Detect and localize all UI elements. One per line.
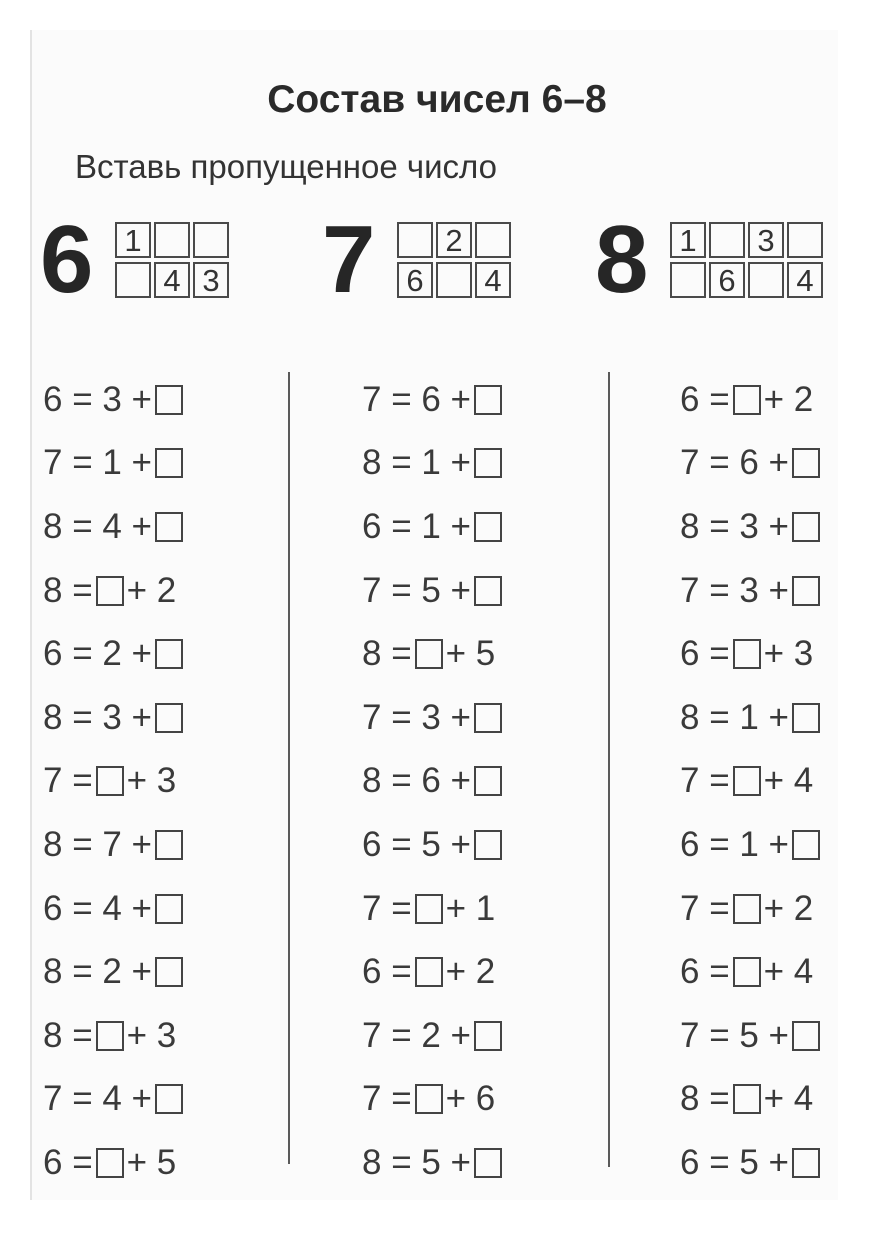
- equation-text: 8 = 1 +: [680, 697, 789, 737]
- equation-row: [362, 622, 505, 686]
- house-cell-filled: 6: [709, 262, 745, 298]
- house-cell-empty[interactable]: [787, 222, 823, 258]
- answer-box[interactable]: [733, 957, 761, 987]
- equation-row: [680, 368, 823, 432]
- house-number: 7: [322, 206, 376, 313]
- equation-text: 7 =: [680, 761, 730, 801]
- equation-text: + 1: [445, 888, 496, 928]
- answer-box[interactable]: [155, 639, 183, 669]
- answer-box[interactable]: [792, 1021, 820, 1051]
- equation-text: 7 =: [362, 888, 412, 928]
- equation-text: 7 = 5 +: [680, 1015, 789, 1055]
- answer-box[interactable]: [96, 766, 124, 796]
- equation-text: 8 =: [362, 634, 412, 674]
- equation-row: [680, 622, 823, 686]
- equation-text: + 6: [445, 1079, 496, 1119]
- equation-row: [43, 813, 186, 877]
- house-cell-filled: 1: [115, 222, 151, 258]
- equation-text: 7 = 6 +: [362, 379, 471, 419]
- equation-text: 7 = 4 +: [43, 1079, 152, 1119]
- equation-text: + 3: [763, 634, 814, 674]
- equation-text: 8 =: [43, 570, 93, 610]
- equation-row: [362, 559, 505, 623]
- answer-box[interactable]: [792, 448, 820, 478]
- equation-row: [43, 1068, 186, 1132]
- answer-box[interactable]: [474, 385, 502, 415]
- equation-row: [680, 750, 823, 814]
- equation-text: 7 =: [680, 888, 730, 928]
- answer-box[interactable]: [792, 703, 820, 733]
- house-cell-filled: 3: [193, 262, 229, 298]
- equation-row: [362, 1004, 505, 1068]
- equation-text: 6 = 4 +: [43, 888, 152, 928]
- equation-row: [680, 559, 823, 623]
- answer-box[interactable]: [474, 766, 502, 796]
- equation-text: + 3: [126, 1015, 177, 1055]
- equation-row: [43, 686, 186, 750]
- equation-text: 6 =: [680, 634, 730, 674]
- equation-text: 7 =: [43, 761, 93, 801]
- answer-box[interactable]: [474, 576, 502, 606]
- equation-row: [680, 877, 823, 941]
- house-cells: [394, 222, 511, 302]
- equation-text: 8 =: [680, 1079, 730, 1119]
- answer-box[interactable]: [733, 639, 761, 669]
- answer-box[interactable]: [155, 1084, 183, 1114]
- answer-box[interactable]: [792, 576, 820, 606]
- house-cell-empty[interactable]: [670, 262, 706, 298]
- equation-text: 8 = 5 +: [362, 1142, 471, 1182]
- equation-row: [680, 686, 823, 750]
- answer-box[interactable]: [474, 703, 502, 733]
- equation-text: 7 =: [362, 1079, 412, 1119]
- equation-row: [362, 432, 505, 496]
- house-cell-empty[interactable]: [115, 262, 151, 298]
- equation-text: + 2: [763, 379, 814, 419]
- equation-row: [680, 940, 823, 1004]
- equation-text: 8 = 4 +: [43, 506, 152, 546]
- equation-text: 6 = 3 +: [43, 379, 152, 419]
- equation-text: 6 =: [43, 1142, 93, 1182]
- equation-text: + 2: [763, 888, 814, 928]
- answer-box[interactable]: [155, 703, 183, 733]
- answer-box[interactable]: [96, 576, 124, 606]
- equation-row: [43, 559, 186, 623]
- answer-box[interactable]: [155, 894, 183, 924]
- equation-text: 8 = 2 +: [43, 952, 152, 992]
- house-cell-empty[interactable]: [154, 222, 190, 258]
- equation-column-1: [43, 368, 186, 1195]
- equation-text: + 4: [763, 1079, 814, 1119]
- equation-text: 6 =: [362, 952, 412, 992]
- answer-box[interactable]: [415, 957, 443, 987]
- answer-box[interactable]: [155, 512, 183, 542]
- answer-box[interactable]: [792, 1148, 820, 1178]
- answer-box[interactable]: [733, 385, 761, 415]
- house-cell-filled: 4: [154, 262, 190, 298]
- equation-text: 8 = 6 +: [362, 761, 471, 801]
- equation-row: [43, 1131, 186, 1195]
- equation-row: [362, 940, 505, 1004]
- equation-row: [680, 1131, 823, 1195]
- equation-column-2: [362, 368, 505, 1195]
- equation-row: [362, 368, 505, 432]
- equation-text: + 5: [445, 634, 496, 674]
- answer-box[interactable]: [415, 1084, 443, 1114]
- answer-box[interactable]: [415, 894, 443, 924]
- equation-row: [680, 1068, 823, 1132]
- equation-text: + 3: [126, 761, 177, 801]
- answer-box[interactable]: [474, 1148, 502, 1178]
- equation-text: 7 = 3 +: [362, 697, 471, 737]
- equation-row: [362, 813, 505, 877]
- equation-text: + 5: [126, 1142, 177, 1182]
- equation-text: 8 = 1 +: [362, 443, 471, 483]
- equation-text: + 2: [445, 952, 496, 992]
- equation-row: [680, 813, 823, 877]
- answer-box[interactable]: [792, 512, 820, 542]
- equation-row: [362, 877, 505, 941]
- equation-row: [680, 432, 823, 496]
- equation-text: + 4: [763, 761, 814, 801]
- answer-box[interactable]: [415, 639, 443, 669]
- equation-row: [43, 940, 186, 1004]
- column-divider-2: [608, 372, 610, 1167]
- equation-text: 6 = 1 +: [680, 824, 789, 864]
- house-cell-filled: 2: [436, 222, 472, 258]
- equation-text: 7 = 1 +: [43, 443, 152, 483]
- answer-box[interactable]: [155, 448, 183, 478]
- equation-text: 6 = 5 +: [362, 824, 471, 864]
- answer-box[interactable]: [96, 1148, 124, 1178]
- answer-box[interactable]: [474, 448, 502, 478]
- house-cell-filled: 4: [475, 262, 511, 298]
- equation-row: [362, 495, 505, 559]
- house-cell-empty[interactable]: [397, 222, 433, 258]
- house-number: 8: [595, 206, 649, 313]
- answer-box[interactable]: [733, 766, 761, 796]
- house-cells: [112, 222, 229, 302]
- equation-text: 6 = 2 +: [43, 634, 152, 674]
- equation-text: 6 =: [680, 379, 730, 419]
- equation-row: [362, 750, 505, 814]
- answer-box[interactable]: [733, 1084, 761, 1114]
- equation-column-3: [680, 368, 823, 1195]
- answer-box[interactable]: [733, 894, 761, 924]
- instruction-text: Вставь пропущенное число: [75, 148, 498, 185]
- column-divider-1: [288, 372, 290, 1164]
- equation-row: [43, 432, 186, 496]
- equation-text: 7 = 2 +: [362, 1015, 471, 1055]
- page-title: Состав чисел 6–8: [267, 78, 607, 121]
- answer-box[interactable]: [96, 1021, 124, 1051]
- answer-box[interactable]: [155, 830, 183, 860]
- equation-row: [43, 1004, 186, 1068]
- equation-row: [43, 622, 186, 686]
- house-cell-filled: 3: [748, 222, 784, 258]
- equation-row: [43, 368, 186, 432]
- house-cell-empty[interactable]: [709, 222, 745, 258]
- house-cell-filled: 4: [787, 262, 823, 298]
- house-cell-filled: 1: [670, 222, 706, 258]
- answer-box[interactable]: [155, 957, 183, 987]
- equation-text: 8 =: [43, 1015, 93, 1055]
- equation-text: + 4: [763, 952, 814, 992]
- equation-row: [43, 877, 186, 941]
- equation-text: 8 = 7 +: [43, 824, 152, 864]
- equation-row: [680, 495, 823, 559]
- house-cells: [667, 222, 823, 302]
- equation-row: [43, 750, 186, 814]
- answer-box[interactable]: [474, 830, 502, 860]
- equation-text: 8 = 3 +: [43, 697, 152, 737]
- equation-row: [680, 1004, 823, 1068]
- equation-text: + 2: [126, 570, 177, 610]
- house-cell-empty[interactable]: [475, 222, 511, 258]
- equation-text: 7 = 5 +: [362, 570, 471, 610]
- equation-text: 6 = 5 +: [680, 1142, 789, 1182]
- answer-box[interactable]: [474, 512, 502, 542]
- house-number: 6: [40, 206, 94, 313]
- equation-text: 8 = 3 +: [680, 506, 789, 546]
- house-cell-empty[interactable]: [748, 262, 784, 298]
- house-cell-empty[interactable]: [436, 262, 472, 298]
- answer-box[interactable]: [474, 1021, 502, 1051]
- equation-text: 6 = 1 +: [362, 506, 471, 546]
- equation-text: 6 =: [680, 952, 730, 992]
- equation-text: 7 = 3 +: [680, 570, 789, 610]
- equation-row: [362, 1068, 505, 1132]
- equation-row: [362, 686, 505, 750]
- equation-text: 7 = 6 +: [680, 443, 789, 483]
- house-cell-empty[interactable]: [193, 222, 229, 258]
- equation-row: [362, 1131, 505, 1195]
- answer-box[interactable]: [792, 830, 820, 860]
- house-cell-filled: 6: [397, 262, 433, 298]
- equation-row: [43, 495, 186, 559]
- answer-box[interactable]: [155, 385, 183, 415]
